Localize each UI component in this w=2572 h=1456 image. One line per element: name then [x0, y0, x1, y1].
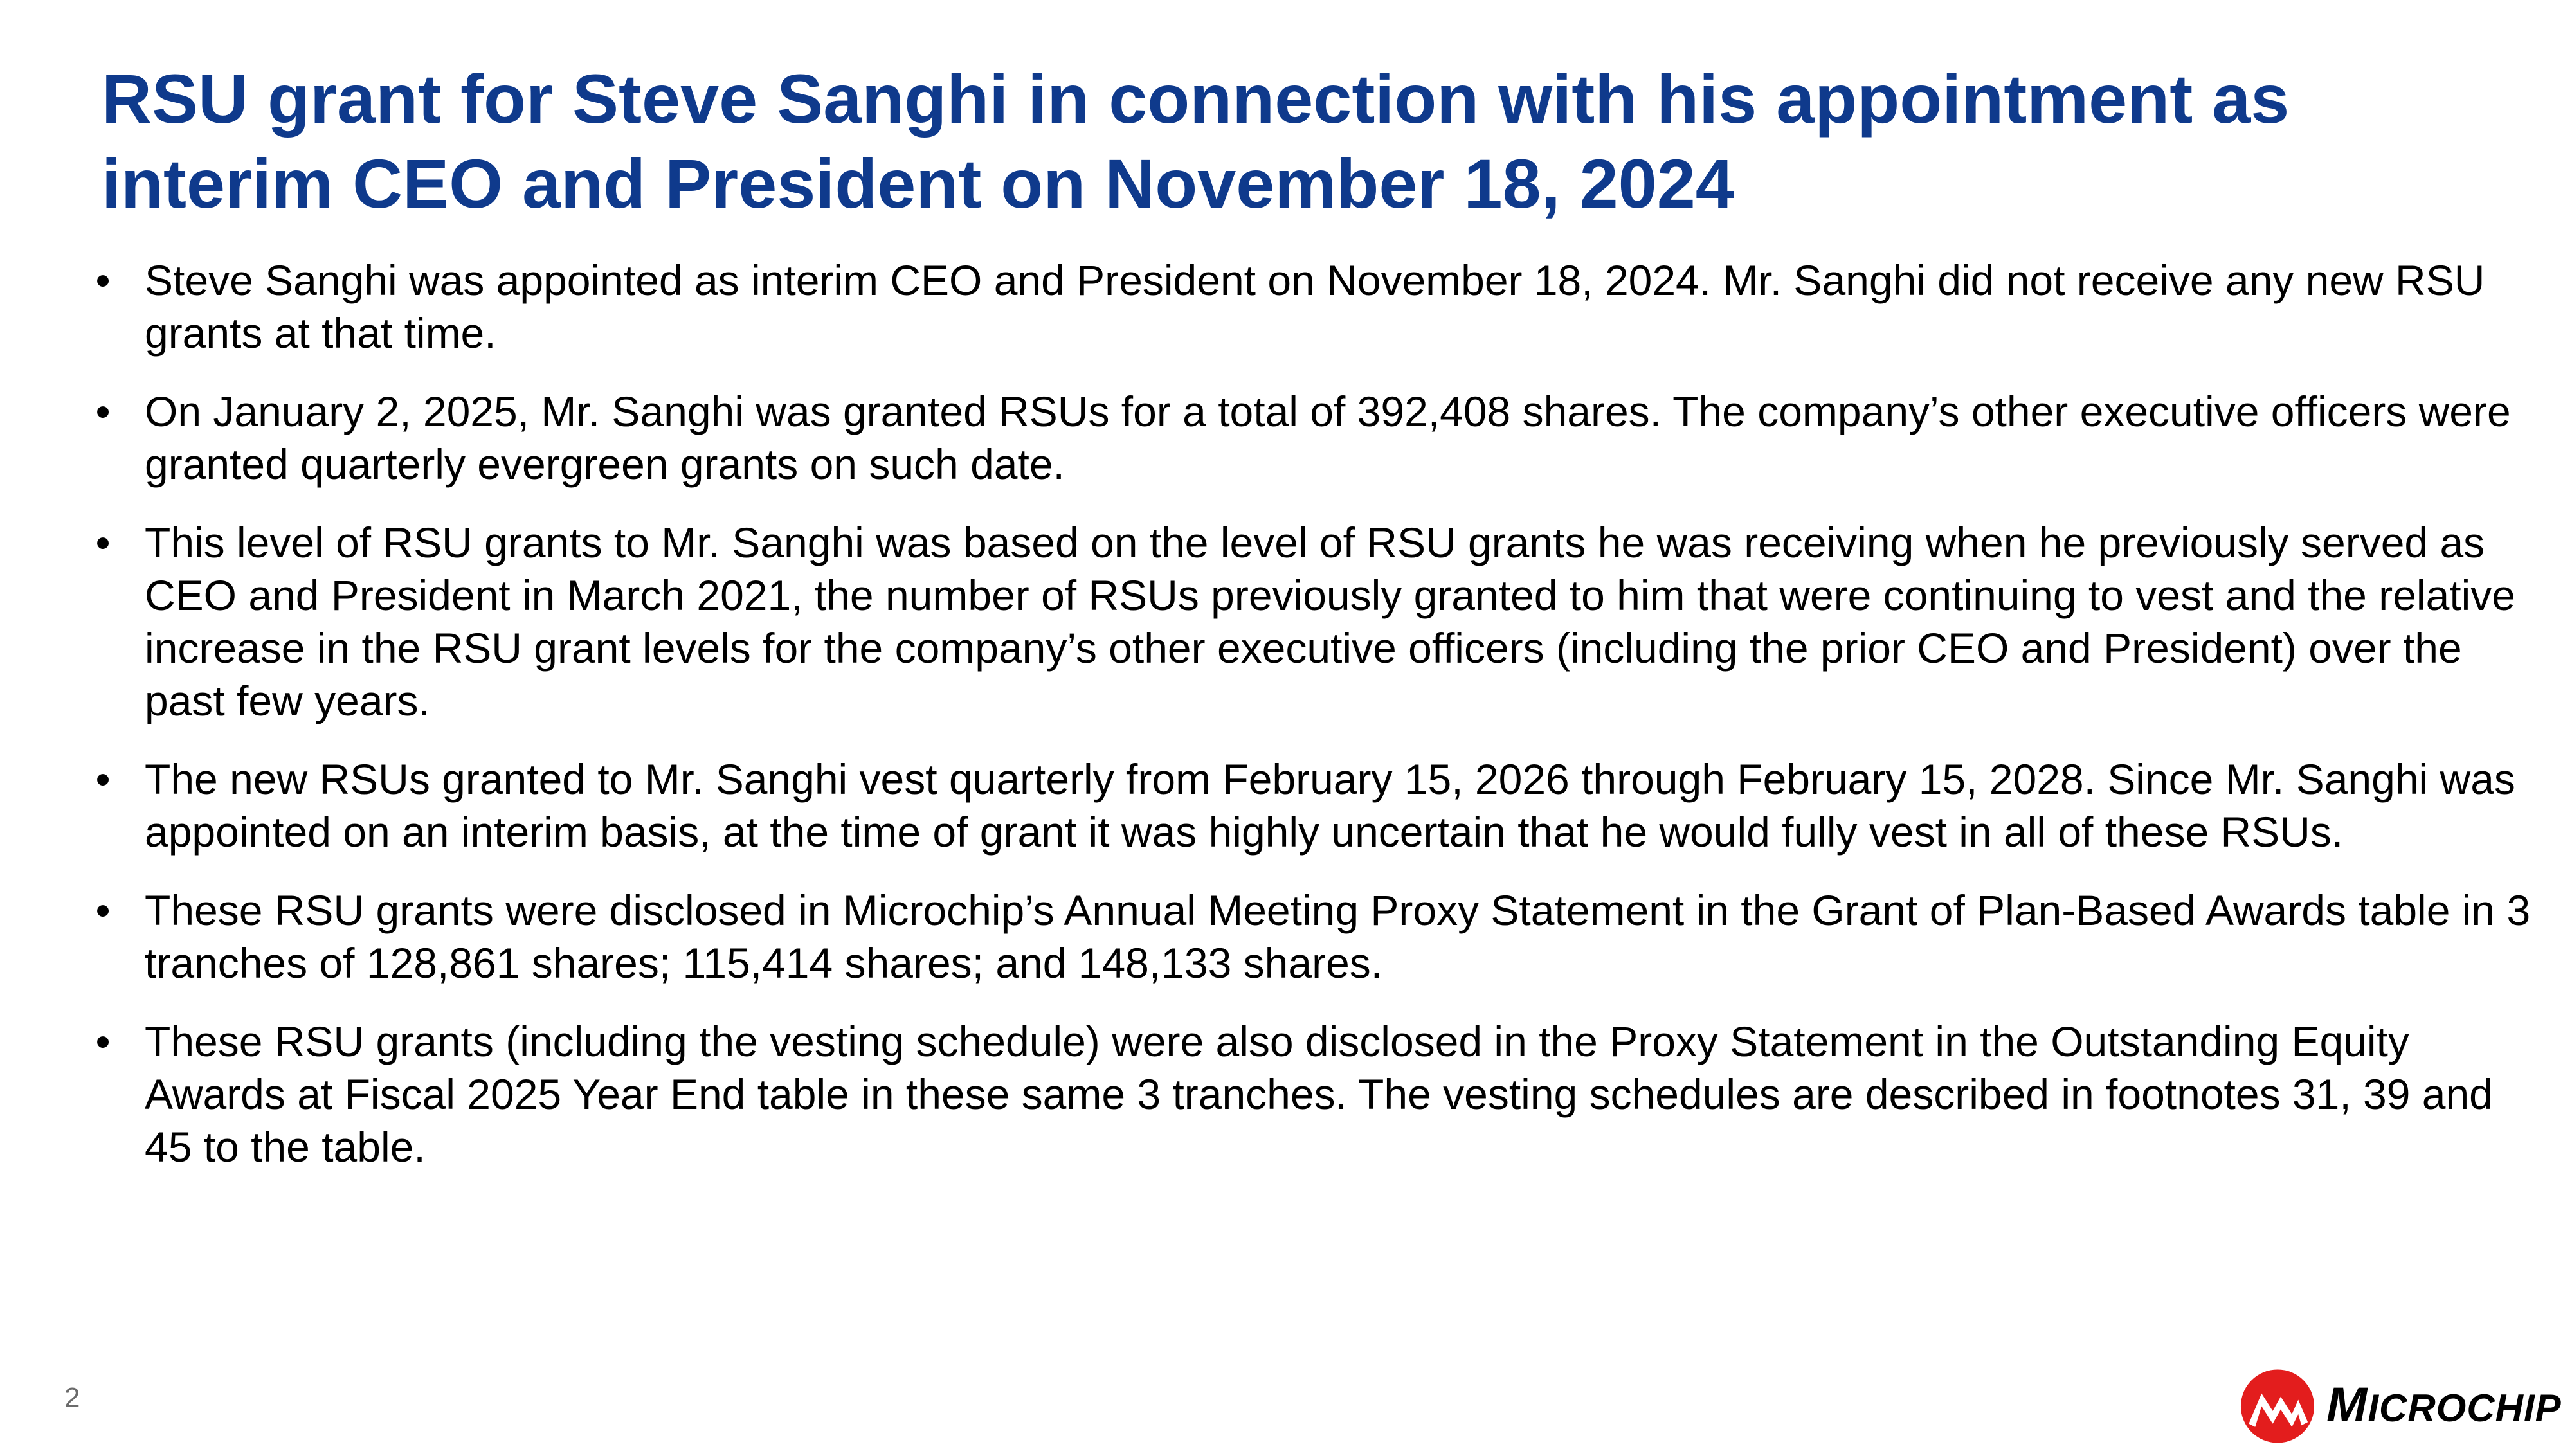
bullet-list	[90, 254, 2546, 1199]
bullet-dot-icon: •	[95, 1018, 111, 1065]
bullet-dot-icon: •	[95, 886, 111, 934]
bullet-item	[90, 254, 2546, 359]
slide-title: RSU grant for Steve Sanghi in connection with his appointment as interim CEO and President on November 18, 2024	[102, 60, 2290, 222]
bullet-text: On January 2, 2025, Mr. Sanghi was granted RSUs for a total of 392,408 shares. The company’s other executive officers were granted quarterly evergreen grants on such date.	[145, 388, 2511, 488]
bullet-item	[90, 884, 2546, 989]
microchip-logo-icon	[2238, 1365, 2317, 1444]
microchip-logo	[2238, 1363, 2562, 1446]
bullet-text: These RSU grants were disclosed in Microchip’s Annual Meeting Proxy Statement in the Grant of Plan-Based Awards table in 3 tranches of 128,861 shares; 115,414 shares; and 148,133 shares.	[145, 886, 2531, 987]
bullet-item	[90, 385, 2546, 490]
bullet-dot-icon: •	[95, 388, 111, 435]
bullet-text: The new RSUs granted to Mr. Sanghi vest quarterly from February 15, 2026 through February 15, 2028. Since Mr. Sanghi was appointed on an interim basis, at the time of grant it was highly uncertain that he would fully vest in all of these RSUs.	[145, 755, 2515, 856]
logo-initial: M	[2326, 1377, 2368, 1432]
bullet-item	[90, 516, 2546, 727]
bullet-text: These RSU grants (including the vesting schedule) were also disclosed in the Proxy Statement in the Outstanding Equity Awards at Fiscal 2025 Year End table in these same 3 tranches. The vesting schedules are described in footnotes 31, 39 and 45 to the table.	[145, 1018, 2493, 1171]
bullet-text: This level of RSU grants to Mr. Sanghi was based on the level of RSU grants he was receiving when he previously served as CEO and President in March 2021, the number of RSUs previously granted to him that were continuing to vest and the relative increase in the RSU grant levels for the company’s other executive officers (including the prior CEO and President) over the past few years.	[145, 519, 2515, 724]
logo-rest: ICROCHIP	[2368, 1386, 2562, 1430]
bullet-item	[90, 753, 2546, 858]
bullet-text: Steve Sanghi was appointed as interim CEO and President on November 18, 2024. Mr. Sanghi did not receive any new RSU grants at that time.	[145, 256, 2485, 357]
page-number: 2	[64, 1382, 80, 1414]
bullet-item	[90, 1015, 2546, 1173]
bullet-dot-icon: •	[95, 755, 111, 803]
logo-wordmark	[2326, 1377, 2562, 1433]
bullet-dot-icon: •	[95, 256, 111, 304]
bullet-dot-icon: •	[95, 519, 111, 566]
